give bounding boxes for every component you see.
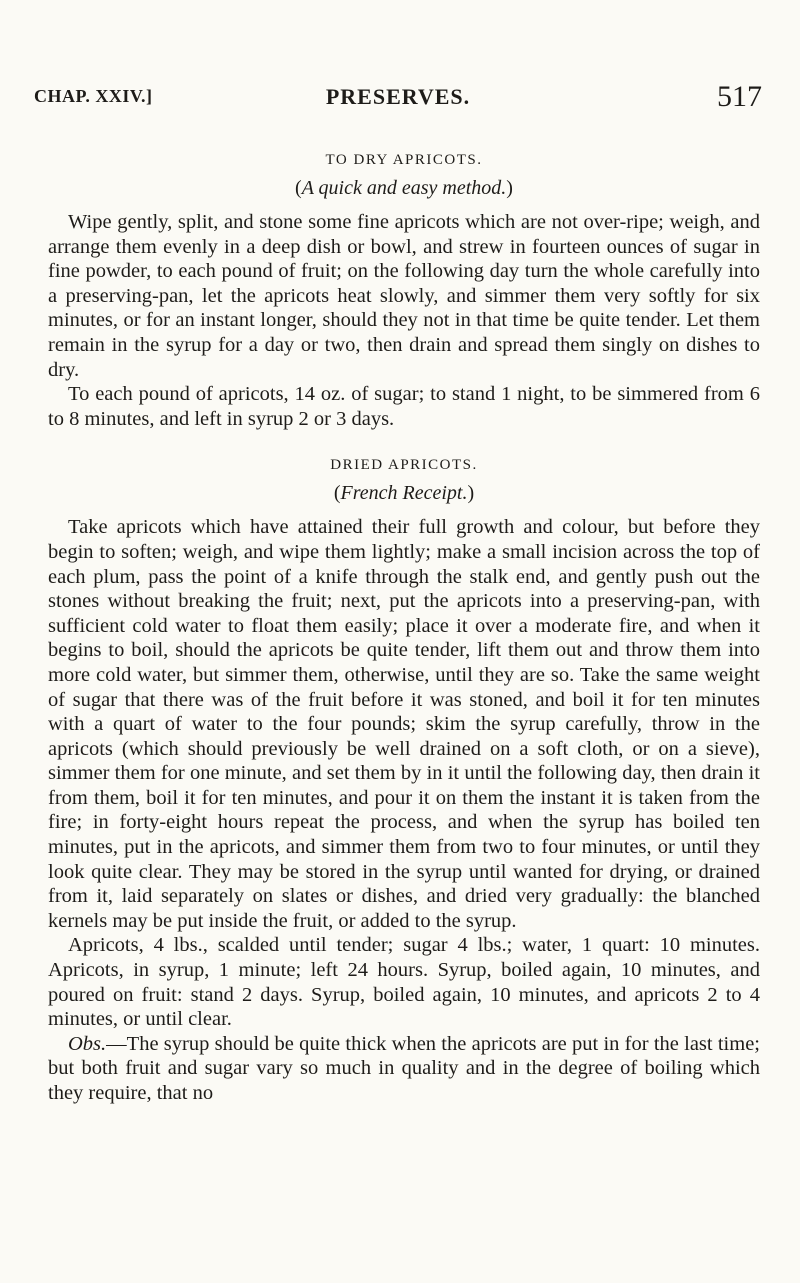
obs-paragraph — [48, 1032, 760, 1106]
page-body — [48, 152, 760, 1106]
page-number: 517 — [717, 80, 762, 113]
running-title: PRESERVES. — [325, 84, 471, 109]
paragraph: To each pound of apricots, 14 oz. of sugar; to stand 1 night, to be simmered from 6 to 8 minutes, and left in syrup 2 or 3 days. — [48, 383, 760, 430]
running-header — [34, 80, 762, 124]
section-title-to-dry-apricots: TO DRY APRICOTS. — [325, 152, 483, 168]
chapter-label: CHAP. XXIV.] — [34, 86, 153, 106]
paragraph: Wipe gently, split, and stone some fine apricots which are not over-ripe; weigh, and arrange them evenly in a deep dish or bowl, and strew in fourteen ounces of sugar in fine powder, to each pound of fruit; on the following day turn the whole carefully into a preserving-pan, let the apricots heat slowly, and simmer them very softly for six minutes, or for an instant longer, should they not in that time be quite tender. Let them remain in the syrup for a day or two, then drain and spread them singly on dishes to dry. — [48, 211, 760, 381]
obs-text: —The syrup should be quite thick when the apricots are put in for the last time; but both fruit and sugar vary so much in quality and in the degree of boiling which they require, that no — [48, 1032, 760, 1104]
subtitle-text: French Receipt. — [340, 482, 468, 505]
paragraph: Take apricots which have attained their full growth and colour, but before they begin to soften; weigh, and wipe them lightly; make a small incision across the top of each plum, pass the point of a knife through the stalk end, and gently push out the stones without breaking the fruit; next, put the apricots into a preserving-pan, with sufficient cold water to float them easily; place it over a moderate fire, and when it begins to boil, should the apricots be quite tender, lift them out and throw them into more cold water, but simmer them, otherwise, until they are so. Take the same weight of sugar that there was of the fruit before it was stoned, and boil it for ten minutes with a quart of water to the four pounds; skim the syrup carefully, throw in the apricots (which should previously be well drained on a soft cloth, or on a sieve), simmer them for one minute, and set them by in it until the following day, then drain it from them, boil it for ten minutes, and pour it on them the instant it is taken from the fire; in forty-eight hours repeat the process, and when the syrup has boiled ten minutes, put in the apricots, and simmer them from two to four minutes, or until they look quite clear. They may be stored in the syrup until wanted for drying, or drained from it, laid separately on slates or dishes, and dried very gradually: the blanched kernels may be put inside the fruit, or added to the syrup. — [48, 516, 760, 932]
section-subtitle-french-receipt: (French Receipt.) — [333, 482, 475, 505]
obs-label: Obs. — [68, 1032, 107, 1055]
section-subtitle-quick-method: (A quick and easy method.) — [295, 177, 513, 199]
subtitle-text: A quick and easy method. — [301, 177, 507, 199]
paragraph: Apricots, 4 lbs., scalded until tender; sugar 4 lbs.; water, 1 quart: 10 minutes. Apricots, in syrup, 1 minute; left 24 hours. Syrup, boiled again, 10 minutes, and poured on fruit: stand 2 days. Syrup, boiled again, 10 minutes, and apricots 2 to 4 minutes, or until clear. — [48, 934, 760, 1031]
section-title-dried-apricots: DRIED APRICOTS. — [330, 457, 478, 474]
